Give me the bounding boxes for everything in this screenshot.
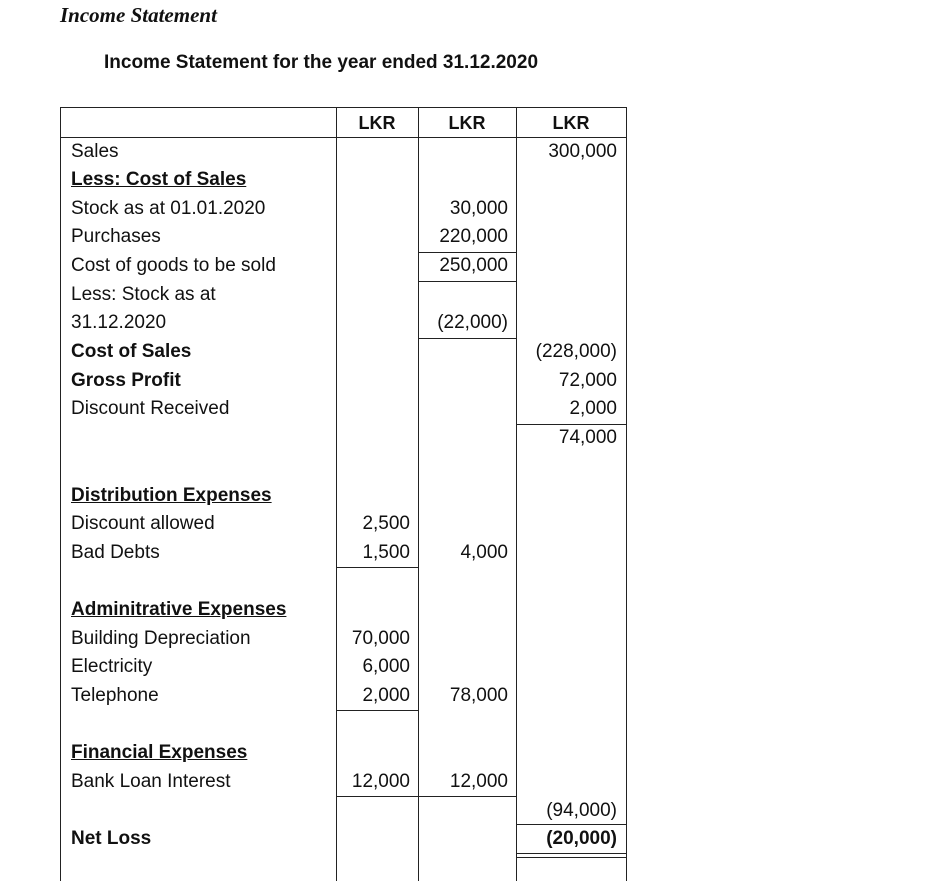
amount-bad-debts: 1,500 — [362, 542, 410, 563]
amount-cost-of-sales: (228,000) — [535, 341, 617, 362]
section-heading-distribution-expenses: Distribution Expenses — [71, 485, 272, 506]
amount-subtotal: 74,000 — [558, 427, 617, 448]
statement-title: Income Statement for the year ended 31.12.2020 — [104, 52, 539, 73]
amount-discount-allowed: 2,500 — [362, 513, 410, 534]
row-label-less-stock: Less: Stock as at — [71, 284, 216, 305]
amount-bank-loan-interest: 12,000 — [351, 771, 410, 792]
column-header-lkr-1: LKR — [358, 113, 396, 133]
row-label-cost-of-sales: Cost of Sales — [71, 341, 192, 362]
double-rule — [516, 853, 626, 858]
section-heading-administrative-expenses: Adminitrative Expenses — [71, 599, 287, 620]
column-rule — [516, 824, 626, 825]
amount-purchases: 220,000 — [439, 226, 508, 247]
column-header-lkr-2: LKR — [448, 113, 486, 133]
column-header-lkr-3: LKR — [552, 113, 590, 133]
column-rule — [516, 424, 626, 425]
row-label-telephone: Telephone — [71, 685, 159, 706]
column-rule — [418, 338, 516, 339]
income-statement-table — [60, 107, 627, 881]
column-divider — [336, 107, 337, 881]
row-label-gross-profit: Gross Profit — [71, 370, 181, 391]
amount-building-depreciation: 70,000 — [351, 628, 410, 649]
column-rule — [336, 567, 418, 568]
amount-sales: 300,000 — [548, 141, 617, 162]
heading: Income Statement — [60, 3, 217, 27]
column-rule — [336, 796, 516, 797]
row-label-bank-loan-interest: Bank Loan Interest — [71, 771, 231, 792]
amount-telephone: 2,000 — [362, 685, 410, 706]
section-heading-cost-of-sales: Less: Cost of Sales — [71, 169, 247, 190]
column-rule — [418, 252, 516, 253]
row-label-bad-debts: Bad Debts — [71, 542, 160, 563]
column-divider — [418, 107, 419, 881]
amount-discount-received: 2,000 — [569, 398, 617, 419]
section-heading-financial-expenses: Financial Expenses — [71, 742, 248, 763]
row-label-discount-allowed: Discount allowed — [71, 513, 215, 534]
row-label-net-loss: Net Loss — [71, 828, 152, 849]
header-rule — [61, 137, 626, 138]
row-label-discount-received: Discount Received — [71, 398, 230, 419]
column-divider — [516, 107, 517, 881]
amount-goods-to-be-sold: 250,000 — [439, 255, 508, 276]
row-label-goods-to-be-sold: Cost of goods to be sold — [71, 255, 276, 276]
row-label-closing-stock-date: 31.12.2020 — [71, 312, 167, 333]
row-label-purchases: Purchases — [71, 226, 161, 247]
amount-net-loss: (20,000) — [546, 828, 617, 849]
row-label-electricity: Electricity — [71, 656, 153, 677]
row-label-building-depreciation: Building Depreciation — [71, 628, 251, 649]
column-rule — [336, 710, 418, 711]
amount-financial-total: 12,000 — [449, 771, 508, 792]
amount-gross-profit: 72,000 — [558, 370, 617, 391]
amount-total-expenses: (94,000) — [546, 800, 617, 821]
amount-closing-stock: (22,000) — [437, 312, 508, 333]
row-label-opening-stock: Stock as at 01.01.2020 — [71, 198, 266, 219]
amount-opening-stock: 30,000 — [449, 198, 508, 219]
amount-administrative-total: 78,000 — [449, 685, 508, 706]
column-rule — [418, 281, 516, 282]
amount-distribution-total: 4,000 — [460, 542, 508, 563]
amount-electricity: 6,000 — [362, 656, 410, 677]
row-label-sales: Sales — [71, 141, 119, 162]
